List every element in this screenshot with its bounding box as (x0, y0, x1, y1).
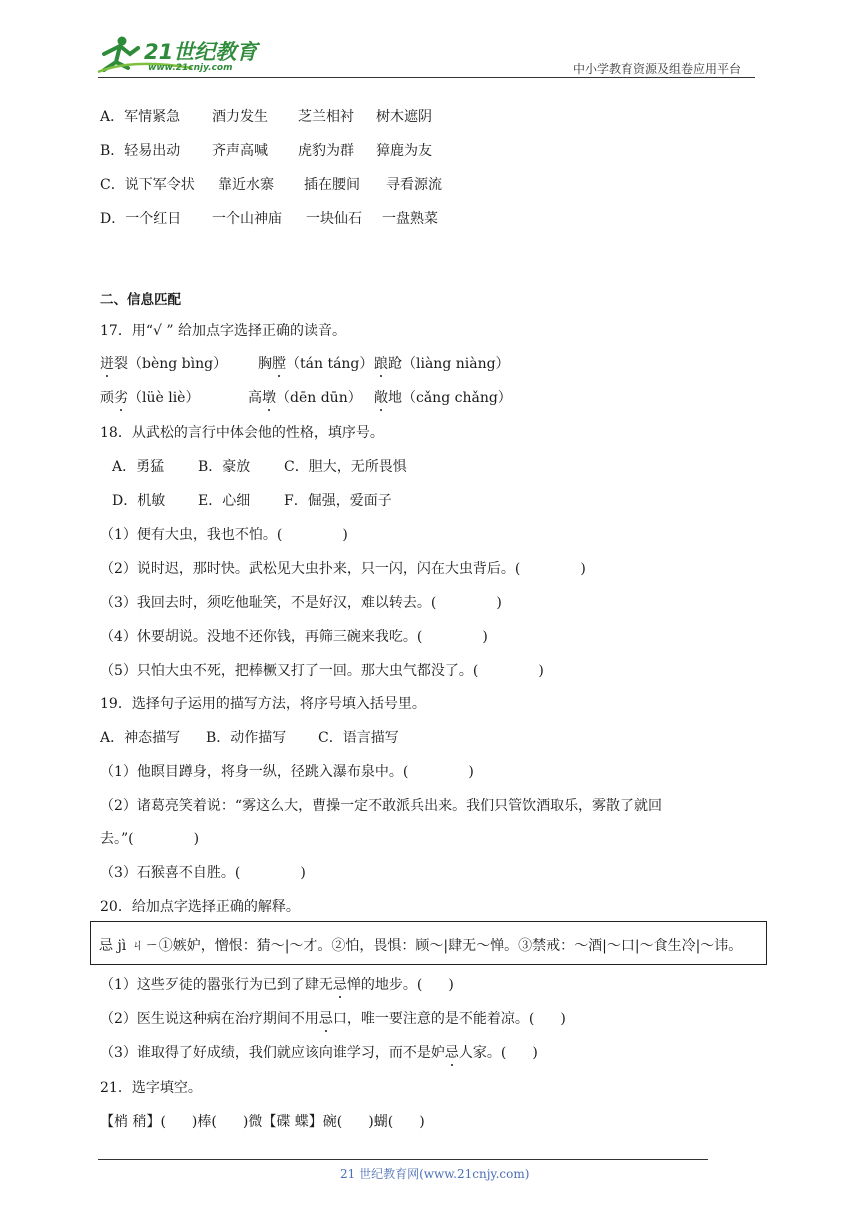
q17-row-2 (100, 387, 512, 407)
q20-item-1: （1）这些歹徒的嚣张行为已到了肆无忌惮的地步。( ) (100, 974, 454, 994)
q17-item: 顽劣（lüè liè） (100, 387, 248, 407)
q19-item-1: （1）他瞑目蹲身，将身一纵，径跳入瀑布泉中。( ) (100, 764, 474, 780)
q17-row-1 (100, 353, 510, 373)
q20-item-3: （3）谁取得了好成绩，我们就应该向谁学习，而不是妒忌人家。( ) (100, 1042, 538, 1062)
q19-item-2-line-1: （2）诸葛亮笑着说：“雾这么大，曹操一定不敢派兵出来。我们只管饮酒取乐，雾散了就回 (100, 798, 663, 814)
q18-item-2: （2）说时迟，那时快。武松见大虫扑来，只一闪，闪在大虫背后。( ) (100, 561, 586, 577)
q16-option-c: C．说下军令状 靠近水寨 插在腰间 寻看源流 (100, 177, 442, 193)
q19-item-2-line-2: 去。”( ) (100, 831, 200, 847)
footer-link[interactable]: 21 世纪教育网(www.21cnjy.com) (340, 1167, 530, 1181)
q17-item: 敞地（cǎng chǎng） (374, 387, 512, 407)
q19-item-3: （3）石猴喜不自胜。( ) (100, 865, 306, 881)
header-divider (98, 77, 755, 78)
q17-stem: 17．用“√ ” 给加点字选择正确的读音。 (100, 323, 346, 339)
q16-option-a: A．军情紧急 酒力发生 芝兰相衬 树木遮阴 (100, 109, 432, 125)
logo-url: www.21cnjy.com (148, 63, 233, 73)
q17-item: 踉跄（liàng niàng） (374, 353, 510, 373)
q18-item-1: （1）便有大虫，我也不怕。( ) (100, 527, 348, 543)
q19-options: A．神态描写 B．动作描写 C．语言描写 (100, 730, 399, 746)
q16-option-d: D．一个红日 一个山神庙 一块仙石 一盘熟菜 (100, 211, 438, 227)
q17-item: 胸膛（tán táng） (258, 353, 374, 373)
definition-text: 忌 jì ㄐㄧ①嫉妒，憎恨：猜～|～才。②怕，畏惧：顾～|肆无～惮。③禁戒：～酒|～口|～食生冷|～讳。 (99, 938, 743, 954)
q17-item: 迸裂（bèng bìng） (100, 353, 258, 373)
q20-stem: 20．给加点字选择正确的解释。 (100, 899, 300, 915)
site-logo (92, 32, 262, 78)
platform-name: 中小学教育资源及组卷应用平台 (573, 62, 742, 76)
definition-box (90, 921, 767, 965)
q18-stem: 18．从武松的言行中体会他的性格，填序号。 (100, 425, 384, 441)
q20-item-2: （2）医生说这种病在治疗期间不用忌口，唯一要注意的是不能着凉。( ) (100, 1008, 566, 1028)
q21-blanks: 【梢 稍】( )棒( )微【碟 蝶】碗( )蝴( ) (100, 1114, 425, 1130)
q18-item-5: （5）只怕大虫不死，把棒橛又打了一回。那大虫气都没了。( ) (100, 663, 544, 679)
q16-option-b: B．轻易出动 齐声高喊 虎豹为群 獐鹿为友 (100, 143, 432, 159)
q21-stem: 21．选字填空。 (100, 1080, 202, 1096)
q18-item-3: （3）我回去时，须吃他耻笑，不是好汉，难以转去。( ) (100, 595, 502, 611)
section-title: 二、信息匹配 (100, 292, 181, 308)
q18-options-row-2: D．机敏 E．心细 F．倔强，爱面子 (112, 493, 392, 509)
logo-text: 21世纪教育 (144, 40, 258, 64)
footer-divider (98, 1159, 708, 1160)
q19-stem: 19．选择句子运用的描写方法，将序号填入括号里。 (100, 696, 426, 712)
q17-item: 高墩（dēn dūn） (248, 387, 374, 407)
q18-item-4: （4）休要胡说。没地不还你钱，再筛三碗来我吃。( ) (100, 629, 488, 645)
q18-options-row-1: A．勇猛 B．豪放 C．胆大，无所畏惧 (112, 459, 407, 475)
